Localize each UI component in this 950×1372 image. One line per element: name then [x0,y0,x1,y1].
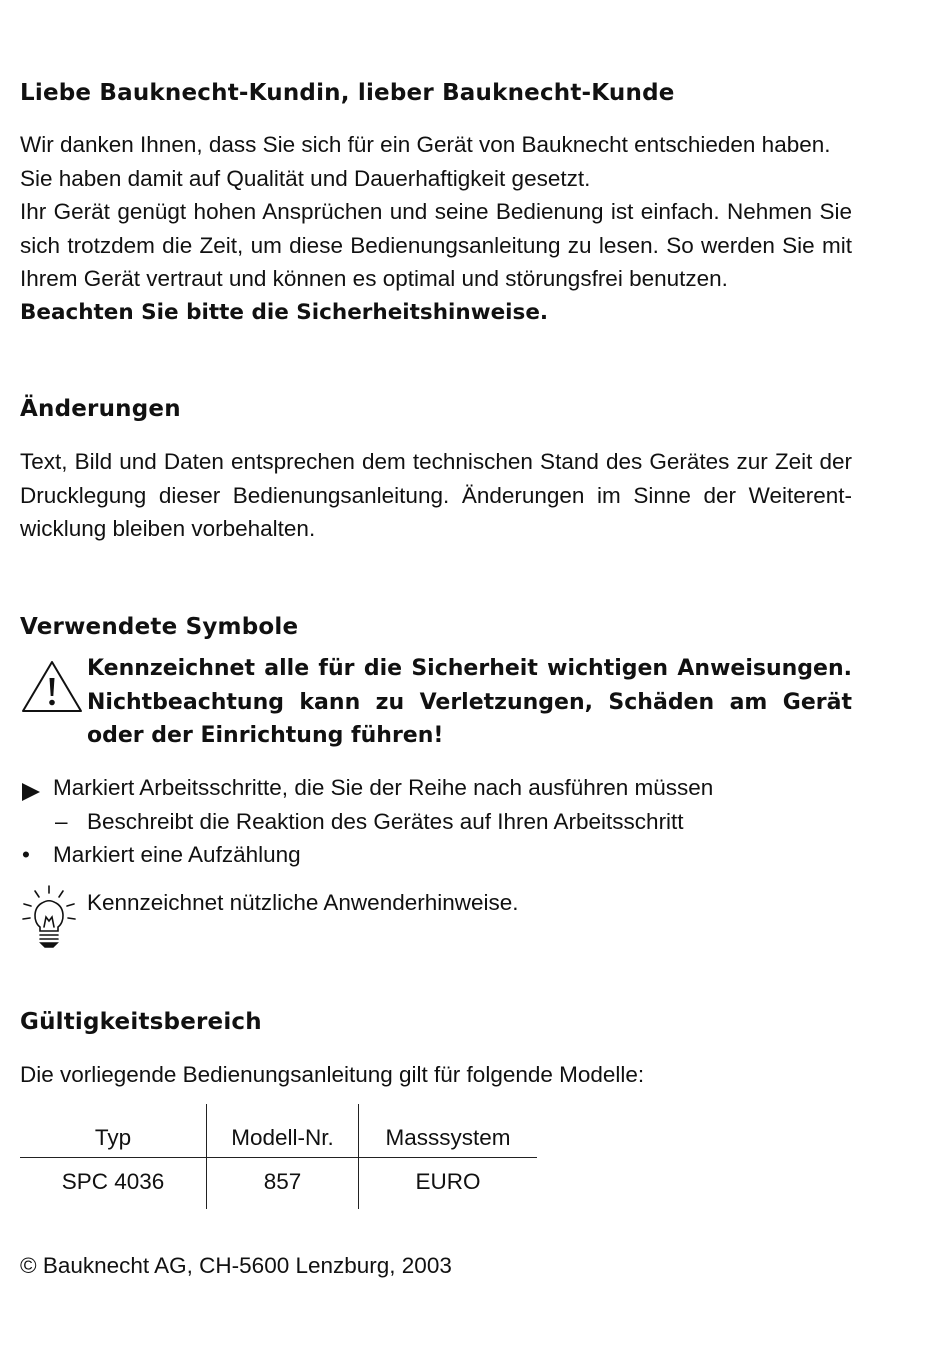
validity-heading: Gültigkeitsbereich [20,1009,262,1035]
models-table [20,1104,537,1209]
step-symbol-text: Markiert Arbeitsschritte, die Sie der Reihe nach ausführen müssen [53,775,714,800]
bullet-marker: • [22,842,30,867]
cell-type: SPC 4036 [61,1168,165,1194]
bullet-symbol-text: Markiert eine Aufzählung [53,842,301,867]
symbols-heading: Verwendete Symbole [20,614,299,640]
validity-intro-text: Die vorliegende Bedienungsanleitung gilt für folgende Modelle: [20,1062,645,1087]
intro-line: Ihrem Gerät vertraut und können es optimal und störungsfrei benutzen. [20,266,728,291]
warning-text [87,652,852,753]
warning-line: oder der Einrichtung führen! [87,723,444,748]
warning-line: Kennzeichnet alle für die Sicherheit wichtigen Anweisungen. [87,656,852,681]
column-header-type: Typ [20,1104,207,1158]
cell-model-number: 857 [207,1158,359,1210]
intro-line: sich trotzdem die Zeit, um diese Bedienungsanleitung zu lesen. So werden Sie mit [20,232,852,258]
intro-line: Wir danken Ihnen, dass Sie sich für ein Gerät von Bauknecht entschieden haben. [20,132,831,157]
changes-line: Drucklegung dieser Bedienungsanleitung. Änderungen im Sinne der Weiterent- [20,482,852,508]
changes-heading: Änderungen [20,396,181,422]
changes-paragraph [20,445,852,546]
intro-paragraph [20,128,852,329]
copyright-text: © Bauknecht AG, CH-5600 Lenzburg, 2003 [20,1253,452,1278]
table-header-row [20,1104,537,1158]
dash-marker: – [55,809,68,834]
intro-line: Ihr Gerät genügt hohen Ansprüchen und seine Bedienung ist einfach. Nehmen Sie [20,199,852,224]
lightbulb-icon [20,884,78,954]
cell-measurement-system: EURO [359,1158,538,1210]
warning-line: Nichtbeachtung kann zu Verletzungen, Schäden am Gerät [87,689,852,715]
safety-note: Beachten Sie bitte die Sicherheitshinweise. [20,299,549,325]
warning-triangle-icon [20,658,84,720]
greeting-heading: Liebe Bauknecht-Kundin, lieber Bauknecht-Kunde [20,80,675,106]
changes-line: wicklung bleiben vorbehalten. [20,516,316,541]
reaction-symbol-text: Beschreibt die Reaktion des Gerätes auf Ihren Arbeitsschritt [87,809,684,834]
column-header-model-number: Modell-Nr. [207,1104,359,1158]
table-row [20,1158,537,1210]
tip-symbol-text: Kennzeichnet nützliche Anwenderhinweise. [87,890,519,915]
copyright-block [20,1249,852,1283]
column-header-measurement-system: Masssystem [359,1104,538,1158]
validity-intro [20,1058,852,1092]
changes-line: Text, Bild und Daten entsprechen dem technischen Stand des Gerätes zur Zeit der [20,449,852,474]
play-arrow-icon [21,778,41,812]
tip-symbol-row [87,886,519,920]
intro-line: Sie haben damit auf Qualität und Dauerhaftigkeit gesetzt. [20,165,591,191]
